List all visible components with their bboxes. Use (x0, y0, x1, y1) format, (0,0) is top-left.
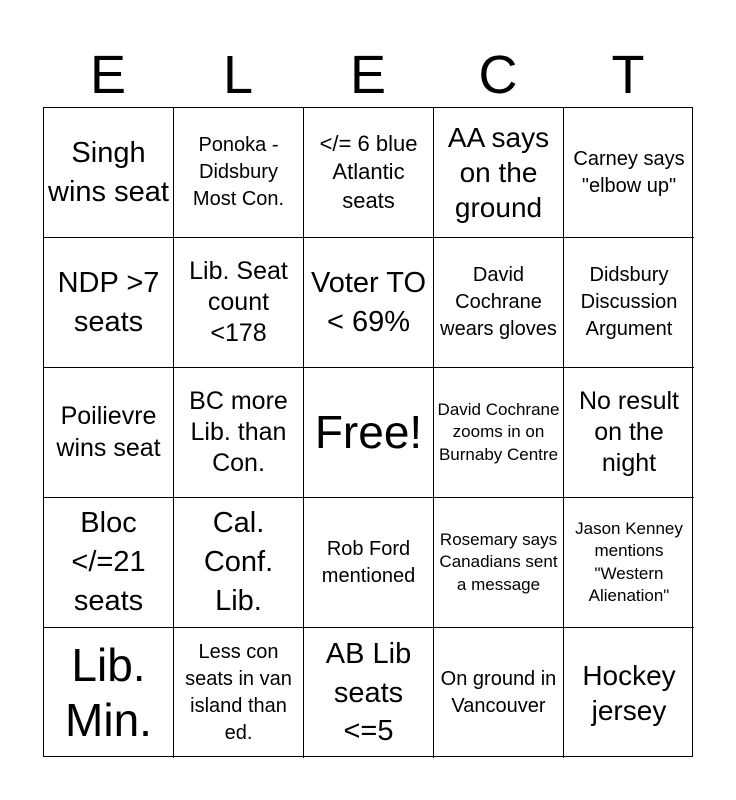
cell-text: David Cochrane wears gloves (440, 264, 557, 340)
cell-text: Lib. Seat count <178 (189, 256, 288, 348)
bingo-header (43, 42, 693, 108)
cell-text: Didsbury Discussion Argument (580, 264, 678, 340)
cell-text: No result on the night (578, 386, 680, 478)
bingo-cell[interactable] (434, 628, 564, 758)
cell-text: Jason Kenney mentions "Western Alienation" (575, 518, 683, 605)
bingo-cell[interactable] (434, 238, 564, 368)
bingo-cell[interactable] (174, 238, 304, 368)
header-letter-e: E (89, 45, 127, 105)
header-letter-l: L (222, 45, 254, 105)
bingo-cell[interactable] (564, 498, 694, 628)
bingo-cell[interactable] (564, 368, 694, 498)
cell-text: Cal. Conf. Lib. (203, 507, 274, 617)
cell-text: Voter TO < 69% (311, 266, 426, 338)
bingo-cell[interactable] (44, 498, 174, 628)
bingo-cell[interactable] (44, 108, 174, 238)
cell-text: Bloc </=21 seats (71, 507, 146, 617)
bingo-cell[interactable] (304, 628, 434, 758)
cell-text: Less con seats in van island than ed. (185, 641, 292, 744)
free-space-text: Free! (314, 406, 423, 459)
bingo-cell[interactable] (304, 498, 434, 628)
cell-text: AB Lib seats <=5 (325, 637, 412, 748)
cell-text: AA says on the ground (447, 122, 550, 223)
bingo-cell[interactable] (564, 238, 694, 368)
cell-text: </= 6 blue Atlantic seats (319, 130, 418, 213)
bingo-cell[interactable] (44, 238, 174, 368)
bingo-cell[interactable] (564, 108, 694, 238)
bingo-cell[interactable] (174, 498, 304, 628)
bingo-cell[interactable] (304, 238, 434, 368)
cell-text: David Cochrane zooms in on Burnaby Centre (437, 399, 560, 464)
cell-text: Rosemary says Canadians sent a message (439, 529, 558, 594)
bingo-cell[interactable] (304, 108, 434, 238)
cell-text: Rob Ford mentioned (321, 537, 416, 587)
bingo-cell[interactable] (564, 628, 694, 758)
header-letter-t: T (611, 45, 645, 105)
bingo-cell[interactable] (174, 628, 304, 758)
bingo-cell[interactable] (174, 108, 304, 238)
cell-text: Singh wins seat (48, 136, 169, 208)
bingo-cell[interactable] (434, 498, 564, 628)
cell-text: Carney says "elbow up" (573, 147, 685, 197)
cell-text: BC more Lib. than Con. (189, 386, 288, 478)
bingo-cell[interactable] (434, 368, 564, 498)
cell-text: NDP >7 seats (57, 266, 160, 338)
header-letter-e2: E (349, 45, 387, 105)
bingo-cell[interactable] (174, 368, 304, 498)
header-letter-c: C (478, 45, 518, 105)
bingo-cell[interactable] (44, 628, 174, 758)
cell-text: On ground in Vancouver (440, 668, 557, 717)
bingo-cell[interactable] (434, 108, 564, 238)
cell-text: Poilievre wins seat (56, 402, 161, 462)
cell-text: Hockey jersey (582, 660, 676, 726)
cell-text: Ponoka - Didsbury Most Con. (192, 134, 285, 210)
free-space-cell[interactable] (304, 368, 434, 498)
cell-text: Lib. Min. (65, 638, 152, 746)
bingo-grid (43, 107, 693, 757)
bingo-cell[interactable] (44, 368, 174, 498)
